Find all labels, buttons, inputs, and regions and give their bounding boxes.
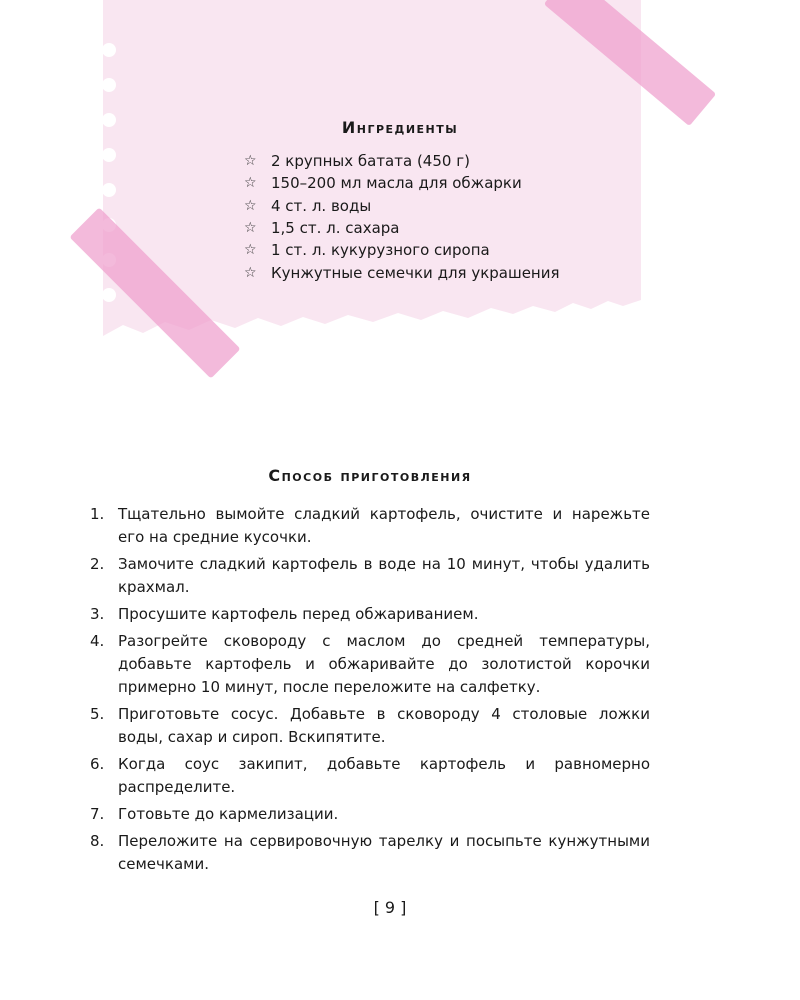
step-item — [90, 553, 650, 599]
list-item — [244, 217, 560, 239]
step-text: Переложите на сервировочную тарелку и посыпьте кунжутными семечками. — [118, 832, 650, 873]
list-item — [244, 150, 560, 172]
step-item — [90, 630, 650, 699]
method-title: Способ приготовления — [268, 466, 472, 485]
ingredient-text: 2 крупных батата (450 г) — [271, 152, 470, 171]
list-item — [244, 239, 560, 261]
step-text: Тщательно вымойте сладкий картофель, очистите и нарежьте его на средние кусочки. — [118, 505, 650, 546]
star-icon: ☆ — [244, 197, 257, 214]
step-item — [90, 803, 650, 826]
ingredient-text: 4 ст. л. воды — [271, 196, 372, 215]
list-item — [244, 195, 560, 217]
step-text: Разогрейте сковороду с маслом до средней температуры, добавьте картофель и обжаривайте до золотистой корочки примерно 10 минут, после переложите на салфетку. — [118, 632, 650, 696]
step-number: 5. — [90, 705, 105, 723]
method-steps — [90, 503, 650, 876]
step-text: Просушите картофель перед обжариванием. — [118, 605, 479, 623]
step-item — [90, 503, 650, 549]
step-item — [90, 603, 650, 626]
step-number: 7. — [90, 805, 105, 823]
ingredient-text: 1 ст. л. кукурузного сиропа — [271, 241, 490, 260]
step-text: Замочите сладкий картофель в воде на 10 минут, чтобы удалить крахмал. — [118, 555, 650, 596]
step-number: 1. — [90, 505, 105, 523]
list-item — [244, 261, 560, 283]
step-number: 2. — [90, 555, 105, 573]
step-item — [90, 830, 650, 876]
step-number: 4. — [90, 632, 105, 650]
ingredient-text: Кунжутные семечки для украшения — [271, 263, 560, 282]
ingredient-text: 150–200 мл масла для обжарки — [271, 174, 522, 193]
step-number: 8. — [90, 832, 105, 850]
step-text: Приготовьте сосус. Добавьте в сковороду 4 столовые ложки воды, сахар и сироп. Вскипятите. — [118, 705, 650, 746]
ingredient-text: 1,5 ст. л. сахара — [271, 219, 400, 238]
star-icon: ☆ — [244, 242, 257, 259]
step-number: 6. — [90, 755, 105, 773]
step-text: Готовьте до кармелизации. — [118, 805, 339, 823]
step-number: 3. — [90, 605, 105, 623]
ingredients-title: Ингредиенты — [341, 118, 459, 137]
star-icon: ☆ — [244, 153, 257, 170]
step-text: Когда соус закипит, добавьте картофель и равномерно распределите. — [118, 755, 650, 796]
star-icon: ☆ — [244, 220, 257, 237]
list-item — [244, 172, 560, 194]
ingredients-list — [244, 150, 560, 284]
star-icon: ☆ — [244, 264, 257, 281]
page-number: [ 9 ] — [373, 898, 407, 917]
step-item — [90, 753, 650, 799]
step-item — [90, 703, 650, 749]
star-icon: ☆ — [244, 175, 257, 192]
